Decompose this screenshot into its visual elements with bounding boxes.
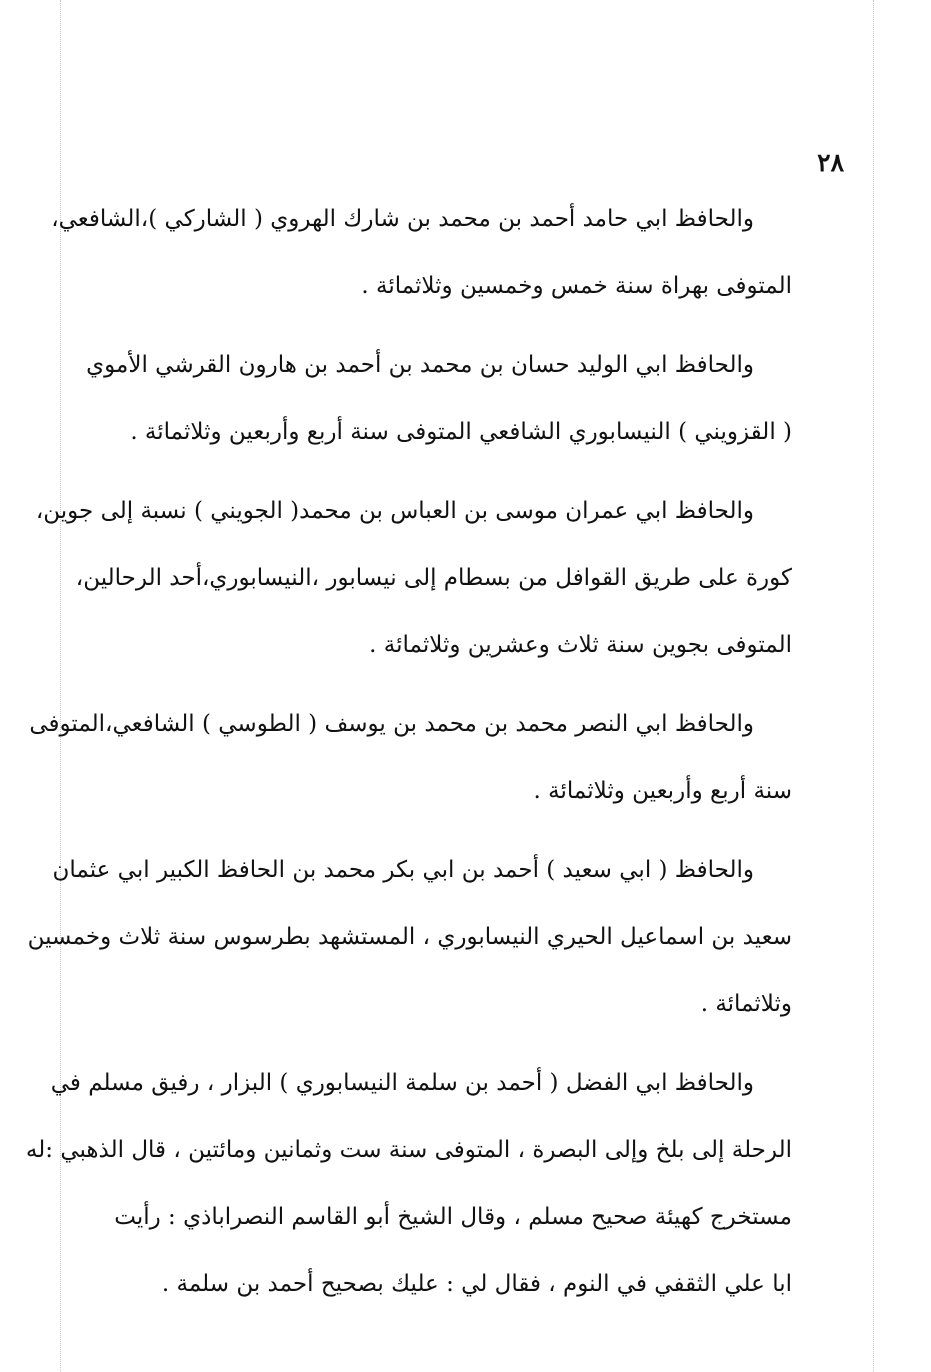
text-line: ( القزويني ) النيسابوري الشافعي المتوفى سنة أربع وأربعين وثلاثمائة . xyxy=(130,419,792,445)
text-line: والحافظ ابي الفضل ( أحمد بن سلمة النيسابوري ) البزار ، رفيق مسلم في xyxy=(50,1070,754,1096)
text-line: والحافظ ابي عمران موسى بن العباس بن محمد( الجويني ) نسبة إلى جوين، xyxy=(35,498,754,524)
text-line: كورة على طريق القوافل من بسطام إلى نيسابور ،النيسابوري،أحد الرحالين، xyxy=(75,565,792,591)
page-number: ٢٨ xyxy=(817,148,844,177)
text-line: ابا علي الثقفي في النوم ، فقال لي : عليك بصحيح أحمد بن سلمة . xyxy=(161,1271,792,1297)
text-line: الرحلة إلى بلخ وإلى البصرة ، المتوفى سنة ست وثمانين ومائتين ، قال الذهبي :له xyxy=(25,1137,792,1163)
text-line: مستخرج كهيئة صحيح مسلم ، وقال الشيخ أبو القاسم النصراباذي : رأيت xyxy=(114,1204,792,1230)
text-line: سنة أربع وأربعين وثلاثمائة . xyxy=(533,778,792,804)
paragraph xyxy=(35,478,828,679)
paragraph xyxy=(25,1050,828,1318)
text-line: والحافظ ابي الوليد حسان بن محمد بن أحمد بن هارون القرشي الأموي xyxy=(86,352,754,378)
paragraph xyxy=(27,837,828,1038)
text-line: وثلاثمائة . xyxy=(700,991,792,1017)
text-line: المتوفى بجوين سنة ثلاث وعشرين وثلاثمائة . xyxy=(369,632,792,658)
text-line: والحافظ ( ابي سعيد ) أحمد بن ابي بكر محمد بن الحافظ الكبير ابي عثمان xyxy=(52,857,754,883)
scan-edge-right xyxy=(873,0,874,1372)
body-text xyxy=(25,186,828,1330)
text-line: سعيد بن اسماعيل الحيري النيسابوري ، المستشهد بطرسوس سنة ثلاث وخمسين xyxy=(27,924,792,950)
paragraph xyxy=(51,186,828,320)
paragraph xyxy=(86,332,828,466)
paragraph xyxy=(29,691,828,825)
text-line: المتوفى بهراة سنة خمس وخمسين وثلاثمائة . xyxy=(361,273,792,299)
text-line: والحافظ ابي حامد أحمد بن محمد بن شارك الهروي ( الشاركي )،الشافعي، xyxy=(51,206,754,232)
text-line: والحافظ ابي النصر محمد بن محمد بن يوسف ( الطوسي ) الشافعي،المتوفى xyxy=(29,711,754,737)
